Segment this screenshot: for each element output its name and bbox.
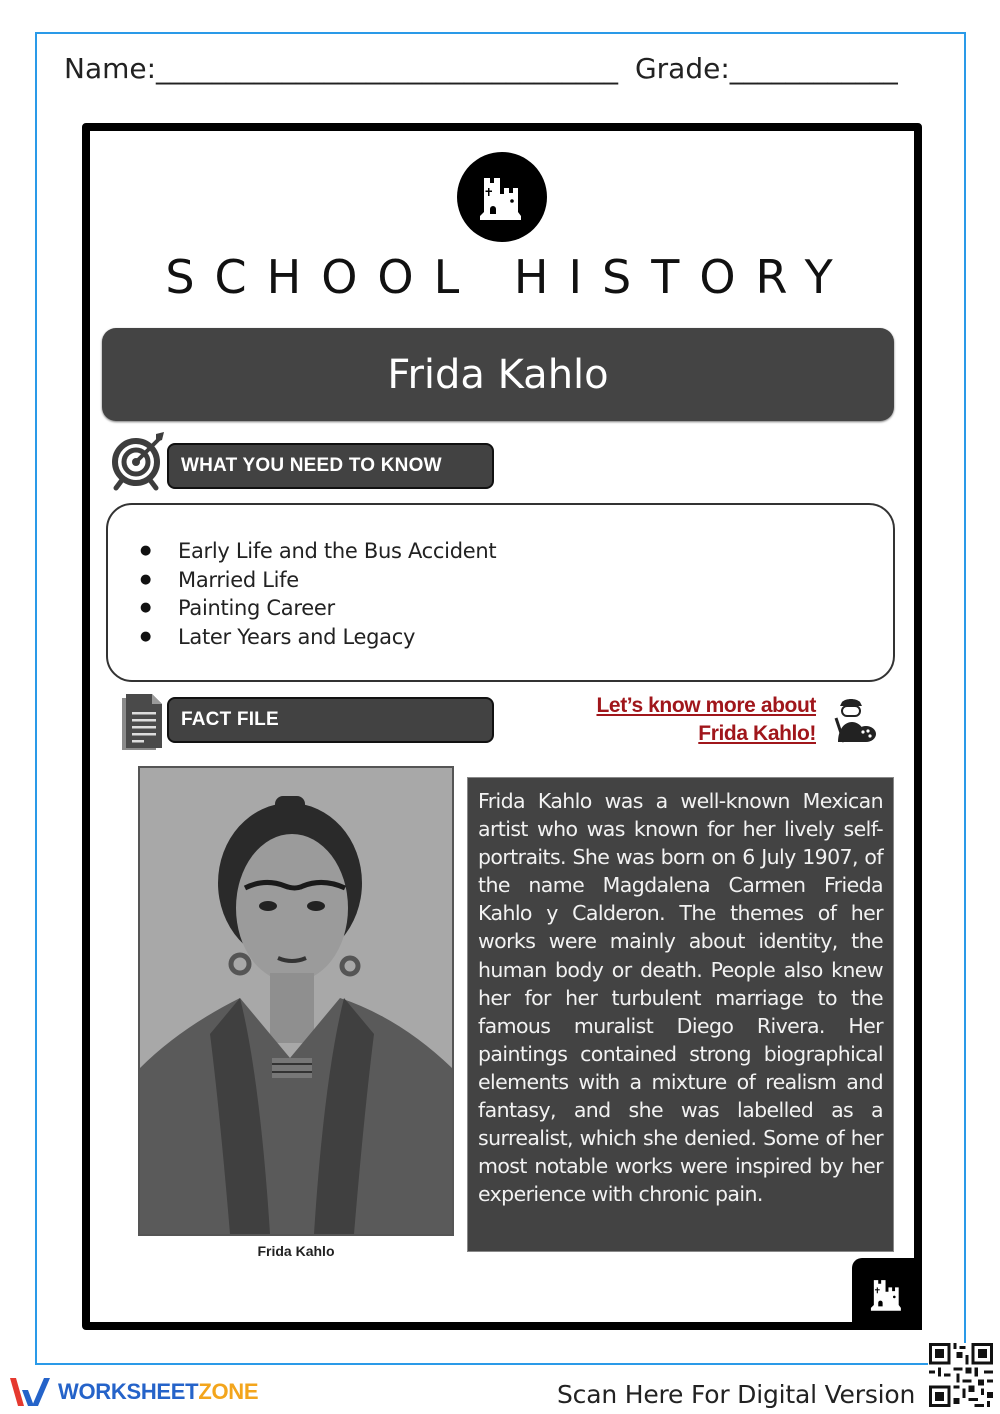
logo-text-worksheet: WORKSHEET <box>58 1379 199 1404</box>
page-border-bottom <box>35 1363 928 1365</box>
castle-icon <box>852 1258 922 1330</box>
list-item: ● Later Years and Legacy <box>140 623 496 652</box>
grade-label: Grade: <box>634 52 730 85</box>
castle-icon <box>457 152 547 242</box>
grade-field[interactable]: ____________ <box>729 52 898 85</box>
brand-title: SCHOOL HISTORY <box>165 250 853 304</box>
target-icon <box>110 430 170 492</box>
worksheetzone-logo[interactable] <box>8 1376 258 1408</box>
portrait-photo <box>138 766 454 1236</box>
name-label: Name: <box>64 52 157 85</box>
topic-title-banner <box>102 328 894 421</box>
learn-more-link[interactable]: Let’s know more about Frida Kahlo! <box>596 694 816 745</box>
what-you-need-to-know-label: WHAT YOU NEED TO KNOW <box>167 443 494 489</box>
scan-instruction: Scan Here For Digital Version <box>557 1380 916 1409</box>
topics-list <box>140 537 496 651</box>
list-item: ● Early Life and the Bus Accident <box>140 537 496 566</box>
list-item: ● Painting Career <box>140 594 496 623</box>
biography-box <box>467 777 894 1252</box>
qr-code[interactable] <box>929 1343 993 1407</box>
name-field[interactable]: _________________________________ <box>156 52 619 85</box>
document-icon <box>120 692 166 752</box>
name-grade-line <box>64 52 898 85</box>
photo-caption: Frida Kahlo <box>257 1243 335 1259</box>
topic-title: Frida Kahlo <box>387 351 609 398</box>
w-logo-icon <box>8 1376 52 1408</box>
biography-text: Frida Kahlo was a well-known Mexican artist who was known for her lively self-portraits. She was born on 6 July 1907, of the name Magdalena Carmen Frieda Kahlo y Calderon. The themes of her works were mainly about identity, the human body or death. People also knew her for her turbulent marriage to the famous muralist Diego Rivera. Her paintings contained strong biographical elements with a mixture of realism and fantasy, and she was labelled as a surrealist, which she denied. Some of her most notable works were inspired by her experience with chronic pain. <box>478 789 883 1207</box>
painter-icon <box>828 696 878 746</box>
fact-file-label: FACT FILE <box>167 697 494 743</box>
list-item: ● Married Life <box>140 566 496 595</box>
logo-text-zone: ZONE <box>198 1379 259 1404</box>
